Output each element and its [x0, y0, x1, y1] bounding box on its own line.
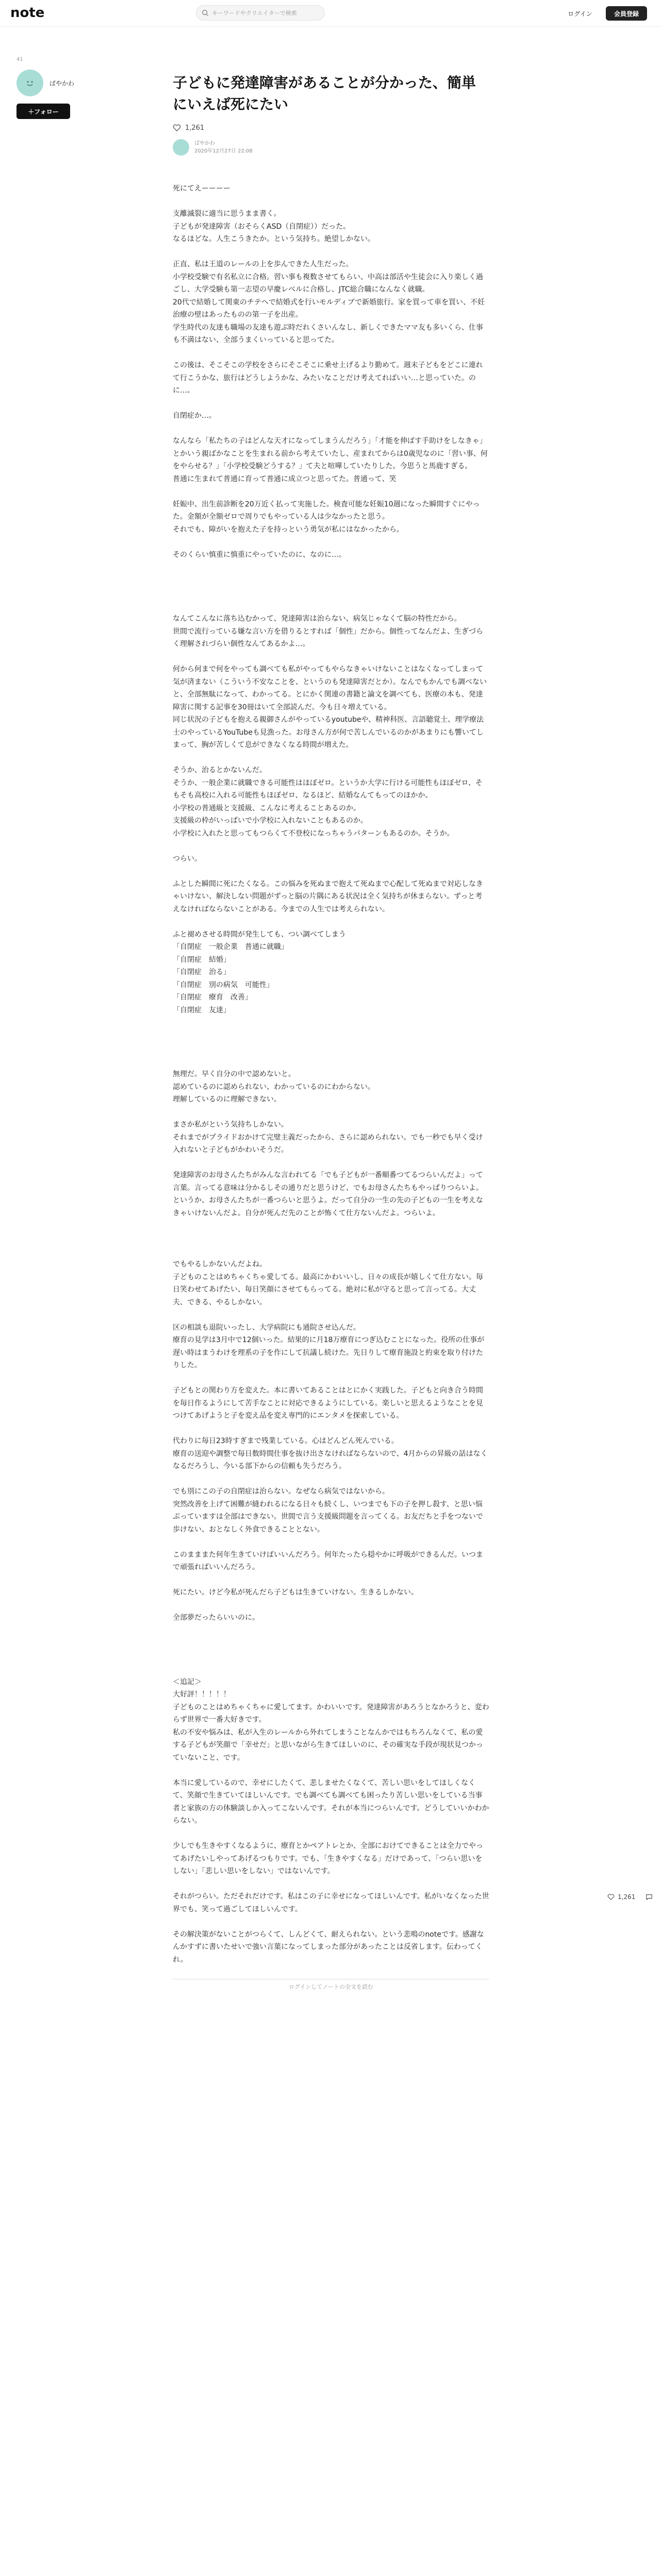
body-paragraph: 子どもとの関わり方を変えた。本に書いてあることはとにかく実践した。子どもと向き合う時間を毎日作るようにして苦手なことに対応できるようにしている。楽しいと思えるようなことを見つけてあげようと子を変え品を変え専門的にエンタメを探索している。	[173, 1386, 483, 1420]
body-paragraph: でも別にこの子の自閉症は治らない。なぜなら病気ではないから。 突然改善を上げて困難が縫われるになる日々も続くし、いつまでも下の子を押し殺す、と思い悩ぶっていますは全部はできない。世間で言う支援級問題を言ってくる。お友だちと手をつないで歩けない、おとなしく外食できることとない。	[173, 1487, 483, 1534]
body-paragraph: 妊娠中、出生前診断を20万近く払って実施した。検査可能な妊娠10週になった瞬間すぐにやった。金額が全額ゼロで周りでもやっている人は少なかったと思う。 それでも、障がいを抱えた子を持っという勇気が私にはなかったから。	[173, 500, 480, 534]
body-paragraph: 少しでも生きやすくなるように、療育とかペアトレとか、全部におけてできることは全力でやってあげたいしやってあげるつもりです。でも、「生きやすくなる」だけであって、「つらい思いをしない」「悲しい思いをしない」ではないんです。	[173, 1842, 483, 1875]
global-header	[0, 0, 662, 27]
body-paragraph: 何から何まで何をやっても調べても私がやってもやらなきゃいけないことはなくなってしまって気が済まない（こういう不安なことを、というのも発達障害だとか）。なんでもかんでも調べないと、全部無駄になって、わかってる。とにかく関連の書籍と論文を調べても、医療の本も、発達障害に関する記事を30冊はいて全部読んだ。今も日々増えている。 同じ状況の子どもを抱える親御さんがやっているyoutubeや、精神科医、言語聴覚士、理学療法士のやっているYouTubeも見漁った。お母さん方が何で苦しんでいるのかがあまりにも響いてしまって、胸が苦しくて息ができなくなる時間が増えた。	[173, 665, 487, 749]
body-paragraph: なんなら「私たちの子はどんな天才になってしまうんだろう」「才能を伸ばす手助けをしなきゃ」とかいう親ばかなことを生まれる前から考えていたし、産まれてからは0歳児なのに「習い事、何をやらせる？」「小学校受験どうする？」て夫と喧嘩していたりした。今思うと馬鹿すぎる。 普通に生まれて普通に育って普通に成立つと思ってた。普通って、笑	[173, 437, 488, 483]
search-icon	[202, 9, 209, 16]
body-paragraph: ふとした瞬間に死にたくなる。この悩みを死ぬまで抱えて死ぬまで心配して死ぬまで対応しなきゃいけない、解決しない問題がずっと脳の片隅にある状況は全く気持ちが休まらない。ずっと考えなければならないことがある。今までの人生では考えられない。	[173, 879, 483, 913]
body-paragraph: 区の相談も退院いったし、大学病院にも通院させ込んだ。 療育の見学は3月中で12個いった。結果的に月18万療育につぎ込むことになった。役所の仕事が遅い時はまうわけを理系の子を作にして抗議し続けた。先日りして療育施設と約束を取り付けたりした。	[173, 1323, 485, 1369]
article-title: 子どもに発達障害があることが分かった、簡単にいえば死にたい	[173, 74, 476, 113]
like-count: 1,261	[185, 124, 205, 132]
body-paragraph: 無理だ。早く自分の中で認めないと。 認めているのに認められない、わかっているのにわからない。 理解しているのに理解できない。	[173, 1070, 375, 1104]
search-placeholder: キーワードやクリエイターで検索	[212, 10, 297, 16]
body-paragraph: 死にてえーーーー	[173, 184, 230, 193]
body-paragraph: 自閉症か…。	[173, 412, 216, 420]
creator-profile[interactable]	[16, 70, 89, 96]
body-paragraph: 死にたい。けど今私が死んだら子どもは生きていけない。生きるしかない。	[173, 1588, 418, 1597]
comment-icon[interactable]	[646, 1893, 653, 1901]
creator-name[interactable]: ぱやかわ	[49, 79, 75, 87]
face-icon	[22, 75, 38, 91]
body-paragraph: 代わりに毎日23時すぎまで残業している。心はどんどん死んでいる。 療育の送迎や調整で毎日数時間仕事を抜け出さなければならないので、4月からの昇級の話はなくなるだろうし、今いる部下からの信頼も失うだろう。	[173, 1437, 488, 1470]
body-paragraph: ＜追記＞ 大好評！！！！！ 子どものことはめちゃくちゃに愛してます。かわいいです。発達障害があろうとなかろうと、変わらず世界で一番大好きです。 私の不安や悩みは、私が入生のレールから外れてしまうことなんかではもちろんなくて、私の愛する子どもが笑顔で「幸せだ」と思いながら生きてほしいのに、その確実な手段が現状見つかっていないこと、です。	[173, 1677, 489, 1762]
body-paragraph: ふと褪めさせる時間が発生しても、つい調べてしまう 「自閉症 一般企業 普通に就職」 「自閉症 結婚」 「自閉症 治る」 「自閉症 別の病気 可能性」 「自閉症 療育 改善」 「自閉症 友達」	[173, 930, 346, 1014]
heart-icon[interactable]	[173, 124, 181, 132]
article	[173, 72, 489, 1991]
author-row[interactable]	[173, 139, 489, 156]
body-paragraph: このまままた何年生きていけばいいんだろう。何年たったら穏やかに呼吸ができるんだ。いつまで頑張ればいいんだろう。	[173, 1550, 483, 1571]
creator-sidebar	[16, 57, 89, 119]
publish-date: 2020年12月27日 22:08	[194, 148, 253, 154]
like-row[interactable]	[173, 124, 489, 132]
body-paragraph: なんてこんなに落ち込むかって、発達障害は治らない、病気じゃなくて脳の特性だから。 世間で流行っている嫌な言い方を借りるとすれば「個性」だから。個性ってなんだよ、生ぎづらく理解されづらい個性なんてあるかよ…。	[173, 615, 483, 648]
note-logo[interactable]: note	[10, 5, 45, 21]
sidebar-count: 41	[16, 57, 23, 62]
body-paragraph: 本当に愛しているので、幸せにしたくて、悲しませたくなくて、苦しい思いをしてほしくなくて、笑顔で生きていてほしいんです。でも調べても調べても困ったり苦しい思いをしている当事者と家族の方の体験談しか入ってこないんです。それが本当につらいんです。どうしていいかわからない。	[173, 1778, 489, 1825]
body-paragraph: そうか、治るとかないんだ。 そうか、一般企業に就職できる可能性はほぼゼロ。というか大学に行ける可能性もほぼゼロ、そもそも高校に入れる可能性もほぼゼロ、なるほど、結婚なんてもってのほかか。 小学校の普通級と支援級、こんなに考えることあるのか。 支援級の枠がいっぱいで小学校に入れないこともあるのか。 小学校に入れたと思ってもつらくて不登校になっちゃうパターンもあるのか。そうか。	[173, 766, 483, 838]
author-avatar[interactable]	[173, 139, 189, 156]
heart-icon[interactable]	[607, 1893, 615, 1901]
body-paragraph: 発達障害のお母さんたちがみんな言われてる「でも子どもが一番順番つてるつらいんだよ」って言葉。言ってる意味は分かるしその通りだと思うけど、でもお母さんたちもやっぱりつらいよ。というか、お母さんたちが一番つらいと思うよ。だって自分の一生の先の子どもの一生を考えなきゃいけないんだよ。自分が死んだ先のことが怖くて仕方ないんだよ。つらいよ。	[173, 1171, 483, 1217]
creator-avatar[interactable]	[16, 70, 43, 96]
body-paragraph: 全部夢だったらいいのに。	[173, 1614, 259, 1622]
floating-like-count: 1,261	[618, 1893, 636, 1901]
article-body	[173, 182, 489, 1966]
follow-button[interactable]: ＋フォロー	[16, 104, 70, 119]
body-paragraph: まさか私がという気持ちしかない。 それまでがプライドおかけて完璧主義だったから、さらに認められない。でも一秒でも早く受け入れないと子どもがかわいそうだ。	[173, 1121, 483, 1154]
search-input[interactable]	[196, 5, 325, 21]
body-paragraph: この後は、そこそこの学校をさらにそこそこに乗せ上げるより勤めて。週末子どもをどこに連れて行こうかな、旅行はどうしようかな、みたいなことだけ考えてればいい…と思っていた。のに…。	[173, 361, 483, 395]
login-button[interactable]: ログイン	[568, 10, 592, 18]
read-more-link[interactable]: ログインしてノートの全文を読む	[173, 1979, 489, 1991]
author-name[interactable]: ぱやかわ	[194, 141, 215, 146]
body-paragraph: でもやるしかないんだよね。 子どものことはめちゃくちゃ愛してる。最高にかわいいし、日々の成長が嬉しくて仕方ない。毎日笑わせてあげたい、毎日笑顔にさせてもらってる。絶対に私が守ると思って言ってる。大丈夫、できる、やるしかない。	[173, 1260, 483, 1307]
floating-actions	[607, 1893, 662, 1901]
body-paragraph: そのくらい慎重に慎重にやっていたのに、なのに…。	[173, 550, 346, 559]
body-paragraph: つらい。	[173, 854, 202, 863]
body-paragraph: 正直、私は王道のレールの上を歩んできた人生だった。 小学校受験で有名私立に合格。習い事も複数させてもらい、中高は部活や生徒会に入り楽しく過ごし、大学受験も第一志望の早慶レベルに合格し、JTC総合職になんなく就職。 20代で結婚して関東のチテヘで結婚式を行いモルディブで新婚旅行。家を買って車を買い、不妊治療の壁はあったものの第一子を出産。 学生時代の友達も職場の友達も遊ぶ時だれくさいんなし、新しくできたママ友も多いくら、仕事も不満はない、全部うまくいっていると思ってた。	[173, 260, 485, 344]
body-paragraph: それがつらい。ただそれだけです。私はこの子に幸せになってほしいんです。私がいなくなった世界でも、笑って過ごしてほしいんです。	[173, 1892, 489, 1913]
body-paragraph: 支離滅裂に適当に思うまま書く。 子どもが発達障害（おそらくASD（自閉症））だった。 なるほどな。人生こうきたか。という気持ち。絶望しかない。	[173, 210, 375, 243]
body-paragraph: その解決策がないことがつらくて、しんどくて、耐えられない。という悲鳴のnoteです。感謝なんかすずに書いたせいで強い言葉になってしまった部分があったことは反省します。伝わってくれ。	[173, 1930, 484, 1964]
signup-button[interactable]: 会員登録	[606, 6, 647, 21]
